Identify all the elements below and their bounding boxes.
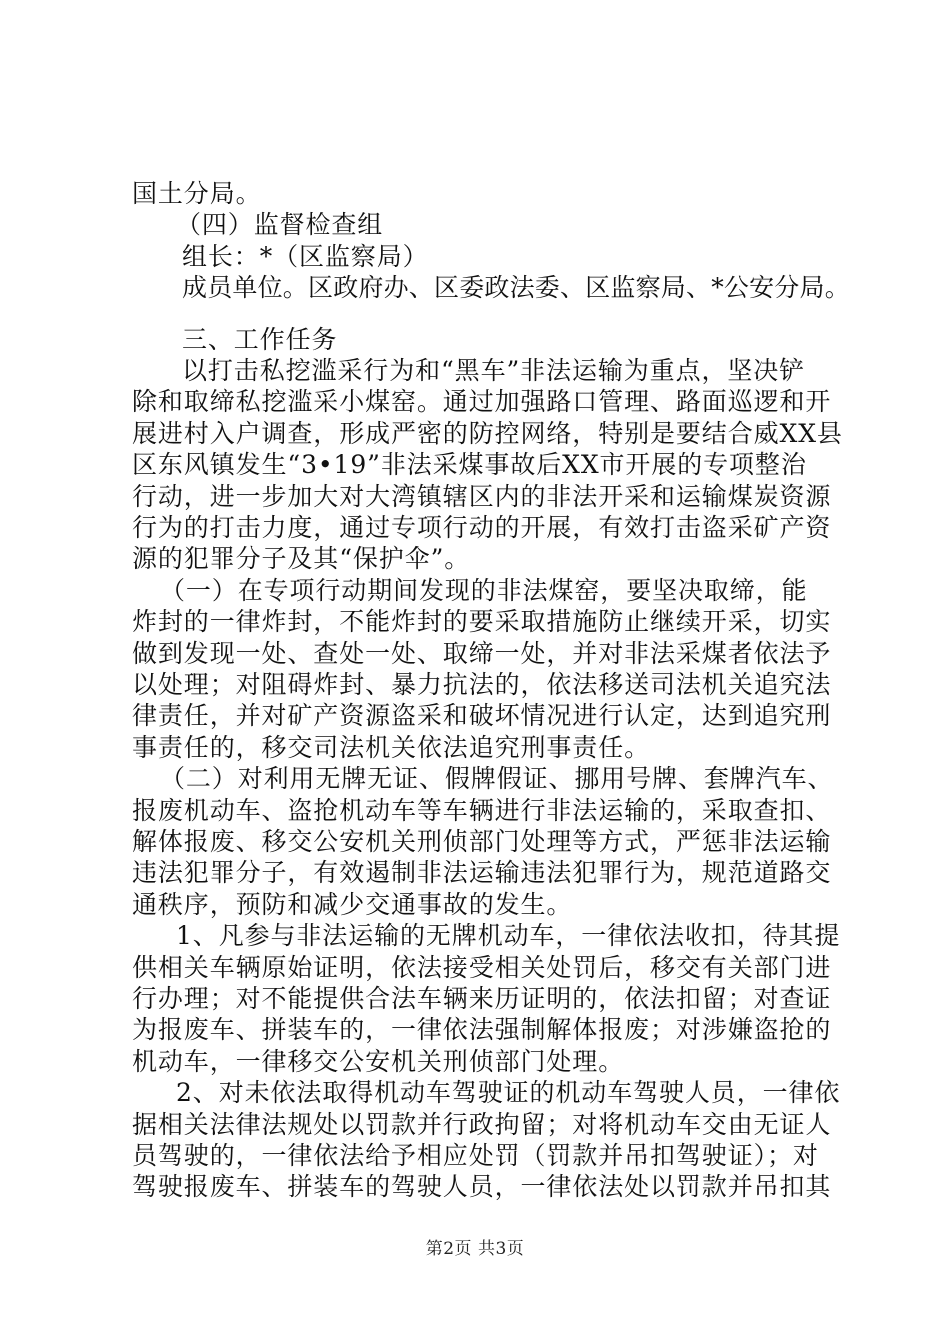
text-line: 行动，进一步加大对大湾镇辖区内的非法开采和运输煤炭资源 <box>132 481 832 511</box>
text-line: 组长：*（区监察局） <box>182 241 429 271</box>
text-line: 事责任的，移交司法机关依法追究刑事责任。 <box>132 732 651 762</box>
text-line: 国土分局。 <box>132 179 262 208</box>
text-line: 成员单位。区政府办、区委政法委、区监察局、*公安分局。 <box>182 273 850 303</box>
section-heading: 三、工作任务 <box>182 324 338 354</box>
text-line: 据相关法律法规处以罚款并行政拘留；对将机动车交由无证人 <box>132 1109 832 1139</box>
text-line: （二）对利用无牌无证、假牌假证、挪用号牌、套牌汽车、 <box>160 764 834 794</box>
text-line: 驾驶报废车、拼装车的驾驶人员，一律依法处以罚款并吊扣其 <box>132 1172 832 1202</box>
text-line: 报废机动车、盗抢机动车等车辆进行非法运输的，采取查扣、 <box>132 795 832 825</box>
text-line: 1、凡参与非法运输的无牌机动车，一律依法收扣，待其提 <box>176 921 841 951</box>
page-footer: 第2页 共3页 <box>425 1239 525 1259</box>
text-line: 炸封的一律炸封，不能炸封的要采取措施防止继续开采，切实 <box>132 607 832 637</box>
text-line: 区东风镇发生“3•19”非法采煤事故后XX市开展的专项整治 <box>132 450 807 480</box>
text-line: 员驾驶的，一律依法给予相应处罚（罚款并吊扣驾驶证）；对 <box>132 1141 819 1170</box>
text-line: 行为的打击力度，通过专项行动的开展，有效打击盗采矿产资 <box>132 513 832 542</box>
text-line: 以打击私挖滥采行为和“黑车”非法运输为重点，坚决铲 <box>182 356 806 385</box>
text-line: 律责任，并对矿产资源盗采和破坏情况进行认定，达到追究刑 <box>132 701 832 731</box>
text-line: 以处理；对阻碍炸封、暴力抗法的，依法移送司法机关追究法 <box>132 670 832 699</box>
text-line: 机动车，一律移交公安机关刑侦部门处理。 <box>132 1046 625 1076</box>
text-line: 违法犯罪分子，有效遏制非法运输违法犯罪行为，规范道路交 <box>132 858 832 888</box>
text-line: 2、对未依法取得机动车驾驶证的机动车驾驶人员，一律依 <box>176 1078 841 1108</box>
text-line: 展进村入户调查，形成严密的防控网络，特别是要结合威XX县 <box>132 418 843 448</box>
section-heading: （四）监督检查组 <box>176 210 384 240</box>
text-line: 除和取缔私挖滥采小煤窑。通过加强路口管理、路面巡逻和开 <box>132 387 832 417</box>
text-line: 行办理；对不能提供合法车辆来历证明的，依法扣留；对查证 <box>132 984 832 1013</box>
text-line: 源的犯罪分子及其“保护伞”。 <box>132 544 471 574</box>
text-line: 为报废车、拼装车的，一律依法强制解体报废；对涉嫌盗抢的 <box>132 1015 832 1045</box>
text-line: 通秩序，预防和减少交通事故的发生。 <box>132 889 573 919</box>
text-line: 供相关车辆原始证明，依法接受相关处罚后，移交有关部门进 <box>132 952 832 982</box>
text-line: 解体报废、移交公安机关刑侦部门处理等方式，严惩非法运输 <box>132 827 832 856</box>
text-line: （一）在专项行动期间发现的非法煤窑，要坚决取缔，能 <box>160 575 808 605</box>
text-line: 做到发现一处、查处一处、取缔一处，并对非法采煤者依法予 <box>132 638 832 668</box>
